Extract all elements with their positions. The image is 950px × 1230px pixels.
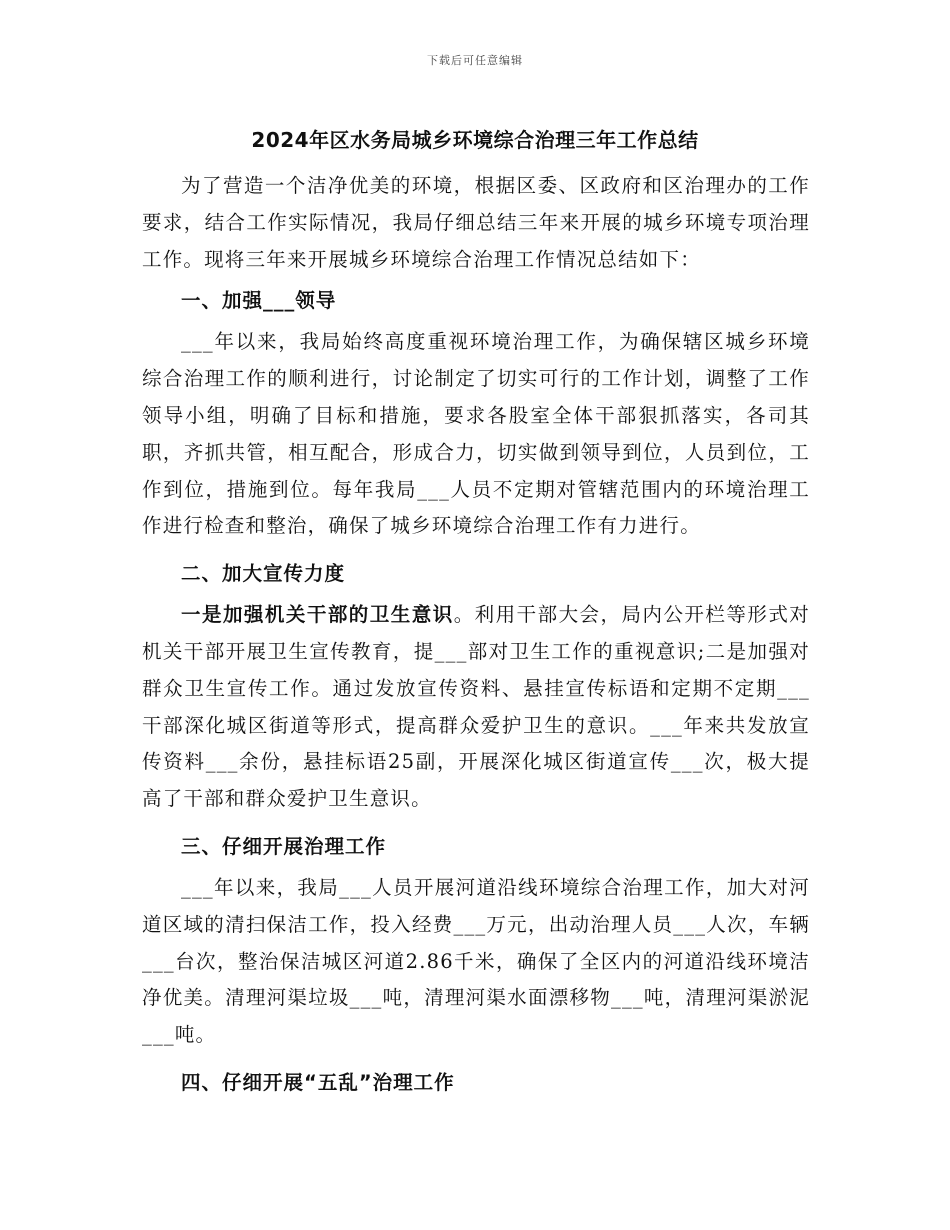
section-paragraph-2 [142, 597, 810, 818]
document-title: 2024年区水务局城乡环境综合治理三年工作总结 [251, 128, 699, 152]
section-paragraph-1: ___年以来，我局始终高度重视环境治理工作，为确保辖区城乡环境综合治理工作的顺利进行，讨论制定了切实可行的工作计划，调整了工作领导小组，明确了目标和措施，要求各股室全体干部狠抓落实，各司其职，齐抓共管，相互配合，形成合力，切实做到领导到位，人员到位，工作到位，措施到位。每年我局___人员不定期对管辖范围内的环境治理工作进行检查和整治，确保了城乡环境综合治理工作有力进行。 [142, 330, 810, 538]
section-heading-1: 一、加强___领导 [181, 289, 337, 313]
section-paragraph-3: ___年以来，我局___人员开展河道沿线环境综合治理工作，加大对河道区域的清扫保洁工作，投入经费___万元，出动治理人员___人次，车辆___台次，整治保洁城区河道2.86千米，确保了全区内的河道沿线环境洁净优美。清理河渠垃圾___吨，清理河渠水面漂移物___吨，清理河渠淤泥___吨。 [142, 875, 810, 1047]
section-2-text: 。利用干部大会，局内公开栏等形式对机关干部开展卫生宣传教育，提___部对卫生工作的重视意识;二是加强对群众卫生宣传工作。通过发放宣传资料、悬挂宣传标语和定期不定期___干部深化城区街道等形式，提高群众爱护卫生的意识。___年来共发放宣传资料___余份，悬挂标语25副，开展深化城区街道宣传___次，极大提高了干部和群众爱护卫生意识。 [142, 603, 810, 811]
section-heading-2: 二、加大宣传力度 [181, 562, 346, 586]
intro-paragraph: 为了营造一个洁净优美的环境，根据区委、区政府和区治理办的工作要求，结合工作实际情况，我局仔细总结三年来开展的城乡环境专项治理工作。现将三年来开展城乡环境综合治理工作情况总结如下： [142, 174, 810, 271]
document-body [142, 168, 810, 1106]
section-2-lead: 一是加强机关干部的卫生意识 [181, 603, 454, 627]
section-heading-4: 四、仔细开展“五乱”治理工作 [181, 1070, 455, 1094]
section-heading-3: 三、仔细开展治理工作 [181, 834, 387, 858]
header-note: 下载后可任意编辑 [427, 54, 523, 67]
